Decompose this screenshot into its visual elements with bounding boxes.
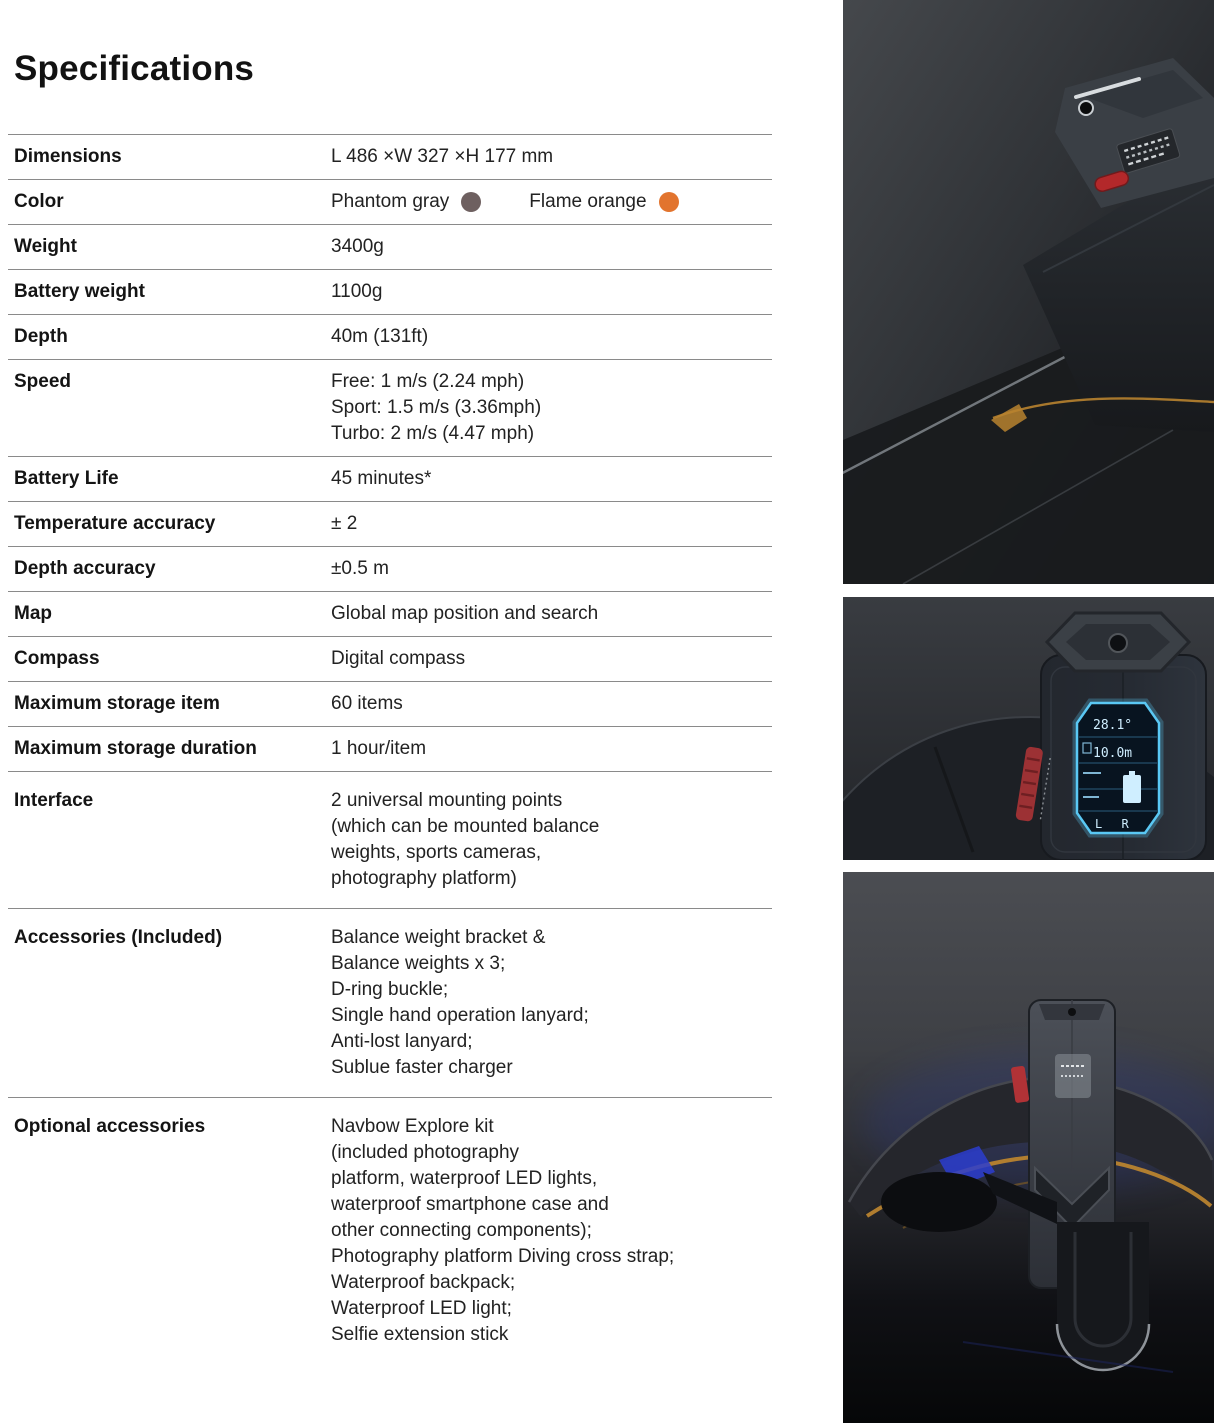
product-photo-bottom-art (843, 872, 1214, 1423)
spec-value (331, 736, 772, 762)
product-photo-middle (843, 597, 1214, 860)
spec-row (8, 359, 772, 456)
spec-value-line: ± 2 (331, 513, 358, 534)
spec-value (331, 189, 772, 215)
spec-value-line: platform, waterproof LED lights, (331, 1168, 598, 1189)
spec-value-line: Balance weight bracket & (331, 927, 546, 948)
spec-label: Weight (14, 236, 77, 257)
spec-label: Depth accuracy (14, 558, 156, 579)
spec-value (331, 234, 772, 260)
product-photo-middle-art (843, 597, 1214, 860)
spec-value-line: Sport: 1.5 m/s (3.36mph) (331, 397, 542, 418)
spec-value-line: Digital compass (331, 648, 466, 669)
spec-value-line: Photography platform Diving cross strap; (331, 1246, 675, 1267)
spec-value (331, 601, 772, 627)
spec-value-line: Balance weights x 3; (331, 953, 506, 974)
spec-value-line: L 486 ×W 327 ×H 177 mm (331, 146, 554, 167)
battery-nub (1129, 771, 1135, 775)
spec-label: Maximum storage item (14, 693, 220, 714)
color-swatch-dot (461, 192, 481, 212)
color-option (529, 189, 678, 215)
spec-value-line: Waterproof backpack; (331, 1272, 516, 1293)
spec-label: Battery Life (14, 468, 119, 489)
product-photo-top-art (843, 0, 1214, 584)
spec-row (8, 726, 772, 771)
spec-label: Depth (14, 326, 68, 347)
color-name: Flame orange (529, 191, 647, 212)
spec-row (8, 501, 772, 546)
spec-label: Temperature accuracy (14, 513, 216, 534)
spec-table (8, 134, 772, 1364)
product-photo-top (843, 0, 1214, 584)
display-lr: L R (1095, 817, 1135, 831)
spec-value-line: Waterproof LED light; (331, 1298, 512, 1319)
spec-row (8, 771, 772, 908)
spec-value-line: Sublue faster charger (331, 1057, 513, 1078)
spec-label: Color (14, 191, 64, 212)
spec-label: Optional accessories (14, 1116, 206, 1137)
spec-value-line: other connecting components); (331, 1220, 592, 1241)
color-name: Phantom gray (331, 191, 450, 212)
spec-row (8, 314, 772, 359)
oled-display (1077, 703, 1159, 833)
spec-value-line: (included photography (331, 1142, 520, 1163)
spec-label: Interface (14, 790, 94, 811)
spec-label: Speed (14, 371, 72, 392)
spec-value (331, 144, 772, 170)
sensor-hole-icon (1109, 634, 1127, 652)
spec-value-line: (which can be mounted balance (331, 816, 600, 837)
color-option (331, 189, 481, 215)
spec-value (331, 1114, 772, 1348)
color-swatch-dot (659, 192, 679, 212)
spec-value-line: Navbow Explore kit (331, 1116, 494, 1137)
spec-row (8, 636, 772, 681)
display-temperature: 28.1° (1093, 718, 1133, 733)
spec-value (331, 511, 772, 537)
spec-value (331, 466, 772, 492)
spec-value-line: weights, sports cameras, (331, 842, 542, 863)
battery-icon (1123, 775, 1141, 803)
product-photo-column (843, 0, 1214, 1423)
product-photo-bottom (843, 872, 1214, 1423)
spec-value-line: Global map position and search (331, 603, 599, 624)
spec-label: Compass (14, 648, 100, 669)
spec-value-line: D-ring buckle; (331, 979, 449, 1000)
spec-label: Maximum storage duration (14, 738, 257, 759)
spec-value-line: waterproof smartphone case and (331, 1194, 609, 1215)
spec-value-line: Single hand operation lanyard; (331, 1005, 589, 1026)
spec-value-line: 1100g (331, 281, 383, 302)
spec-value-line: 45 minutes* (331, 468, 432, 489)
spec-row (8, 224, 772, 269)
spec-value (331, 279, 772, 305)
spec-value-line: ±0.5 m (331, 558, 389, 579)
spec-row (8, 456, 772, 501)
spec-row (8, 908, 772, 1097)
spec-value (331, 556, 772, 582)
spec-value-line: Anti-lost lanyard; (331, 1031, 473, 1052)
display-depth: 10.0m (1093, 746, 1133, 761)
spec-label: Accessories (Included) (14, 927, 223, 948)
spec-row (8, 179, 772, 224)
spec-row (8, 1097, 772, 1364)
spec-value-line: 60 items (331, 693, 403, 714)
spec-label: Battery weight (14, 281, 145, 302)
spec-value (331, 691, 772, 717)
spec-value (331, 646, 772, 672)
spec-row (8, 134, 772, 179)
spec-row (8, 681, 772, 726)
spec-value-line: 2 universal mounting points (331, 790, 563, 811)
spec-value-line: photography platform) (331, 868, 517, 889)
spec-value-line: Free: 1 m/s (2.24 mph) (331, 371, 525, 392)
spec-label: Dimensions (14, 146, 122, 167)
spec-value-line: 1 hour/item (331, 738, 427, 759)
spec-value-line: Selfie extension stick (331, 1324, 509, 1345)
spec-value (331, 369, 772, 447)
sensor-dot-icon (1068, 1008, 1076, 1016)
page-title: Specifications (14, 49, 255, 88)
spec-label: Map (14, 603, 52, 624)
handle-loop (1057, 1222, 1149, 1370)
spec-value (331, 788, 772, 892)
spec-value (331, 324, 772, 350)
spec-row (8, 546, 772, 591)
spec-value-line: 3400g (331, 236, 384, 257)
spec-value-line: Turbo: 2 m/s (4.47 mph) (331, 423, 535, 444)
spec-value-line: 40m (131ft) (331, 326, 429, 347)
spec-value (331, 925, 772, 1081)
lanyard-hole-icon (1079, 101, 1093, 115)
spec-row (8, 269, 772, 314)
spec-row (8, 591, 772, 636)
